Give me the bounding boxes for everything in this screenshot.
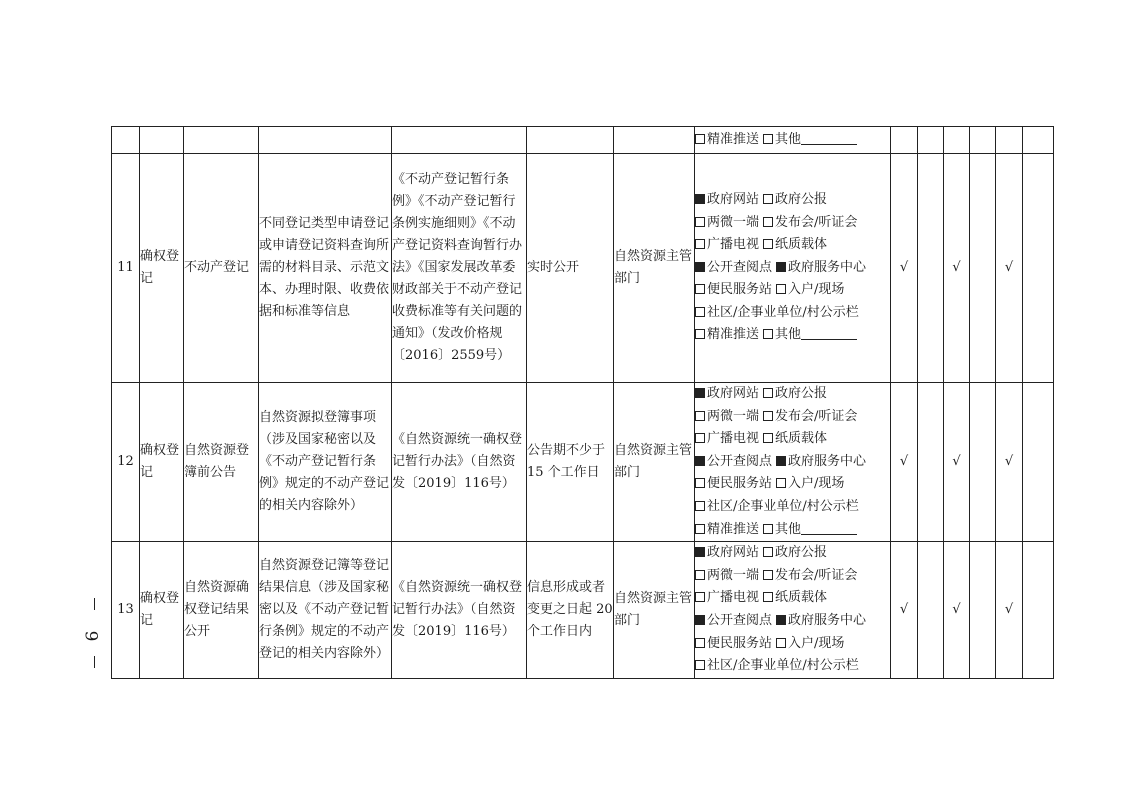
checkbox-checked-icon	[695, 262, 705, 272]
checkbox-icon	[763, 388, 773, 398]
checkbox-icon	[695, 284, 705, 294]
checkbox-icon	[695, 478, 705, 488]
check-mark	[918, 542, 944, 679]
checkbox-icon	[695, 660, 705, 670]
checkbox-checked-icon	[776, 262, 786, 272]
time-limit-cell: 公告期不少于 15 个工作日	[527, 383, 614, 542]
table-row	[112, 542, 1054, 679]
channels-cell: 政府网站 政府公报 两微一端 发布会/听证会 广播电视 纸质载体 公开查阅点 政府服务中心 便民服务站 入户/现场 社区/企事业单位/村公示栏 精准推送 其他	[695, 383, 891, 542]
category-cell: 确权登记	[140, 154, 184, 383]
disclosure-table	[111, 126, 1054, 679]
item-cell: 自然资源确权登记结果公开	[184, 542, 259, 679]
content-cell: 自然资源拟登簿事项（涉及国家秘密以及《不动产登记暂行条例》规定的不动产登记的相关内容除外）	[259, 383, 392, 542]
checkbox-icon	[763, 134, 773, 144]
checkbox-icon	[763, 433, 773, 443]
channels-cell: 政府网站 政府公报 两微一端 发布会/听证会 广播电视 纸质载体 公开查阅点 政府服务中心 便民服务站 入户/现场 社区/企事业单位/村公示栏	[695, 542, 891, 679]
basis-cell: 《自然资源统一确权登记暂行办法》（自然资发〔2019〕116号）	[392, 383, 527, 542]
checkbox-icon	[776, 478, 786, 488]
content-cell: 自然资源登记簿等登记结果信息（涉及国家秘密以及《不动产登记暂行条例》规定的不动产登记的相关内容除外）	[259, 542, 392, 679]
subject-cell: 自然资源主管部门	[614, 542, 695, 679]
category-cell: 确权登记	[140, 383, 184, 542]
checkbox-icon	[695, 239, 705, 249]
checkbox-icon	[695, 501, 705, 511]
item-cell: 不动产登记	[184, 154, 259, 383]
checkbox-icon	[763, 217, 773, 227]
channels-cell: 精准推送 其他	[695, 127, 891, 154]
subject-cell: 自然资源主管部门	[614, 383, 695, 542]
check-mark: √	[891, 154, 918, 383]
subject-cell: 自然资源主管部门	[614, 154, 695, 383]
checkbox-icon	[695, 217, 705, 227]
checkbox-icon	[695, 638, 705, 648]
check-mark	[918, 154, 944, 383]
checkbox-checked-icon	[695, 547, 705, 557]
checkbox-checked-icon	[776, 456, 786, 466]
time-limit-cell: 实时公开	[527, 154, 614, 383]
checkbox-icon	[695, 524, 705, 534]
item-cell: 自然资源登簿前公告	[184, 383, 259, 542]
checkbox-icon	[763, 592, 773, 602]
check-mark: √	[944, 154, 970, 383]
basis-cell: 《不动产登记暂行条例》《不动产登记暂行条例实施细则》《不动产登记资料查询暂行办法》《国家发展改革委财政部关于不动产登记收费标准等有关问题的通知》（发改价格规〔2016〕2559号）	[392, 154, 527, 383]
checkbox-icon	[695, 307, 705, 317]
check-mark: √	[944, 542, 970, 679]
checkbox-icon	[695, 592, 705, 602]
checkbox-icon	[763, 570, 773, 580]
checkbox-icon	[695, 411, 705, 421]
checkbox-icon	[776, 284, 786, 294]
check-mark	[918, 383, 944, 542]
check-mark	[970, 154, 996, 383]
checkbox-checked-icon	[695, 456, 705, 466]
check-mark	[1023, 154, 1054, 383]
checkbox-icon	[763, 194, 773, 204]
checkbox-icon	[695, 433, 705, 443]
check-mark	[970, 542, 996, 679]
row-number: 11	[112, 154, 140, 383]
table-row-continued	[112, 127, 1054, 154]
check-mark: √	[891, 542, 918, 679]
checkbox-icon	[763, 329, 773, 339]
checkbox-checked-icon	[695, 615, 705, 625]
checkbox-icon	[776, 638, 786, 648]
content-cell: 不同登记类型申请登记或申请登记资料查询所需的材料目录、示范文本、办理时限、收费依据和标准等信息	[259, 154, 392, 383]
checkbox-icon	[763, 547, 773, 557]
check-mark: √	[996, 383, 1023, 542]
checkbox-icon	[763, 239, 773, 249]
checkbox-icon	[695, 329, 705, 339]
check-mark	[1023, 383, 1054, 542]
channels-cell: 政府网站 政府公报 两微一端 发布会/听证会 广播电视 纸质载体 公开查阅点 政府服务中心 便民服务站 入户/现场 社区/企事业单位/村公示栏 精准推送 其他	[695, 154, 891, 383]
page-number	[80, 598, 110, 668]
check-mark: √	[996, 154, 1023, 383]
check-mark	[970, 383, 996, 542]
table-row	[112, 383, 1054, 542]
checkbox-checked-icon	[695, 388, 705, 398]
category-cell: 确权登记	[140, 542, 184, 679]
checkbox-checked-icon	[695, 194, 705, 204]
row-number: 12	[112, 383, 140, 542]
time-limit-cell: 信息形成或者变更之日起 20 个工作日内	[527, 542, 614, 679]
check-mark	[1023, 542, 1054, 679]
checkbox-icon	[763, 524, 773, 534]
basis-cell: 《自然资源统一确权登记暂行办法》（自然资发〔2019〕116号）	[392, 542, 527, 679]
table-row	[112, 154, 1054, 383]
check-mark: √	[891, 383, 918, 542]
row-number: 13	[112, 542, 140, 679]
page-number-text: 9	[80, 630, 101, 642]
checkbox-icon	[763, 411, 773, 421]
checkbox-checked-icon	[776, 615, 786, 625]
checkbox-icon	[695, 134, 705, 144]
check-mark: √	[996, 542, 1023, 679]
checkbox-icon	[695, 570, 705, 580]
check-mark: √	[944, 383, 970, 542]
